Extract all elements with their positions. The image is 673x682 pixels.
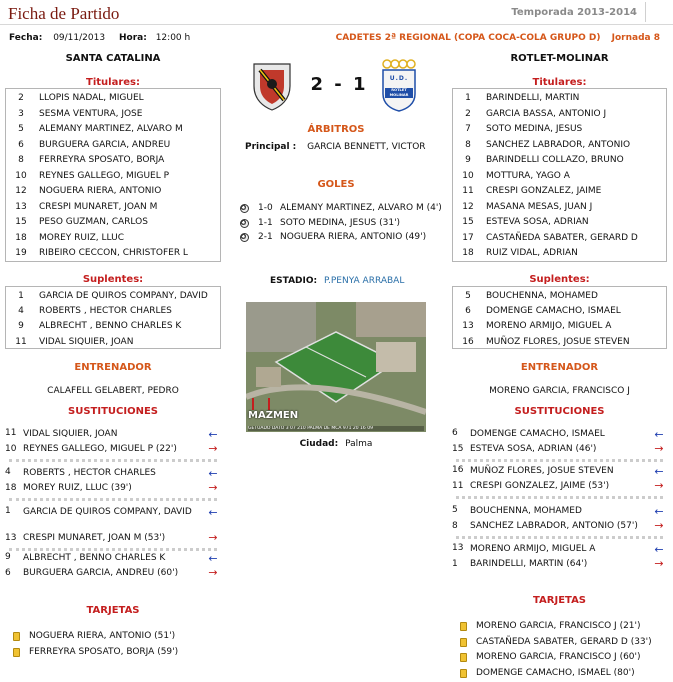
- card-player[interactable]: MORENO GARCIA, FRANCISCO J (21'): [476, 621, 641, 631]
- player-number: 8: [465, 139, 471, 150]
- substitution-in-row[interactable]: [452, 519, 667, 533]
- player-row[interactable]: [6, 246, 220, 262]
- away-substitutions-list: [452, 425, 667, 575]
- away-starters-list: [452, 88, 667, 262]
- home-team-name[interactable]: SANTA CATALINA: [65, 53, 161, 64]
- city-row: [246, 439, 426, 449]
- player-number: 10: [15, 170, 27, 181]
- goal-ball-icon: [240, 233, 249, 242]
- competition-label: [336, 33, 660, 43]
- player-number: 1: [18, 291, 24, 301]
- away-cards-list: [452, 619, 667, 682]
- stadium-label: ESTADIO:: [270, 276, 318, 286]
- card-row[interactable]: [5, 629, 221, 645]
- player-row[interactable]: [453, 335, 666, 351]
- substitution-in-row[interactable]: [5, 481, 221, 495]
- player-name[interactable]: SESMA VENTURA, JOSE: [39, 108, 143, 119]
- referee-row: [245, 142, 426, 152]
- player-row[interactable]: [6, 231, 220, 247]
- player-name[interactable]: VIDAL SIQUIER, JOAN: [39, 336, 134, 347]
- player-name[interactable]: MOTTURA, YAGO A: [486, 170, 570, 181]
- player-number: 12: [462, 201, 474, 212]
- sub-out-name[interactable]: DOMENGE CAMACHO, ISMAEL: [470, 429, 605, 439]
- player-row[interactable]: [453, 138, 666, 154]
- substitution-out-arrow-icon: ←: [208, 506, 218, 519]
- player-name[interactable]: FERREYRA SPOSATO, BORJA: [39, 155, 165, 165]
- sub-in-number: 6: [5, 568, 11, 578]
- player-number: 19: [15, 248, 27, 258]
- away-crest-top-text: U.D.: [389, 75, 409, 82]
- player-number: 6: [18, 139, 24, 150]
- player-row[interactable]: [453, 289, 666, 305]
- sub-in-number: 11: [452, 481, 464, 491]
- yellow-card-icon: [460, 638, 467, 647]
- goal-row: [238, 201, 448, 217]
- sub-in-name[interactable]: BURGUERA GARCIA, ANDREU (60'): [23, 568, 179, 578]
- player-name[interactable]: MORENO ARMIJO, MIGUEL A: [486, 321, 612, 332]
- card-player[interactable]: CASTAÑEDA SABATER, GERARD D (33'): [476, 636, 652, 647]
- photo-logo: [248, 398, 298, 421]
- goal-scorer[interactable]: SOTO MEDINA, JESUS (31'): [280, 217, 401, 228]
- sub-in-number: 10: [5, 444, 17, 454]
- player-name[interactable]: BOUCHENNA, MOHAMED: [486, 291, 598, 301]
- sub-in-number: 15: [452, 444, 464, 454]
- away-crest-bottom-text: ROTLET MOLINAR: [389, 88, 409, 97]
- player-number: 13: [462, 321, 474, 332]
- player-number: 8: [18, 155, 24, 165]
- score-separator: -: [334, 74, 342, 95]
- sub-out-number: 6: [452, 428, 458, 438]
- match-date: [9, 33, 105, 43]
- away-score: 1: [353, 74, 366, 95]
- goal-ball-icon: [240, 219, 249, 228]
- home-substitutions-list: [5, 425, 221, 585]
- player-name[interactable]: RUIZ VIDAL, ADRIAN: [486, 248, 578, 258]
- substitution-out-row[interactable]: [452, 542, 667, 557]
- card-row[interactable]: [452, 635, 667, 651]
- player-row[interactable]: [6, 200, 220, 216]
- card-player[interactable]: DOMENGE CAMACHO, ISMAEL (80'): [476, 667, 635, 678]
- yellow-card-icon: [460, 669, 467, 678]
- card-player[interactable]: MORENO GARCIA, FRANCISCO J (60'): [476, 652, 641, 662]
- player-row[interactable]: [6, 169, 220, 185]
- goal-scorer[interactable]: ALEMANY MARTINEZ, ALVARO M (4'): [280, 203, 442, 213]
- substitution-in-arrow-icon: →: [654, 557, 664, 570]
- player-number: 13: [15, 201, 27, 212]
- substitution-out-row[interactable]: [5, 551, 221, 566]
- home-subs-title: Suplentes:: [82, 274, 144, 285]
- substitution-out-arrow-icon: ←: [654, 428, 664, 441]
- sub-in-number: 1: [452, 559, 458, 569]
- substitution-out-arrow-icon: ←: [208, 552, 218, 565]
- player-row[interactable]: [453, 107, 666, 123]
- time-label: Hora:: [119, 33, 147, 43]
- home-cards-title: TARJETAS: [86, 605, 140, 616]
- substitution-divider: [456, 536, 663, 539]
- player-number: 11: [462, 186, 474, 196]
- player-number: 2: [465, 108, 471, 119]
- home-score: 2: [310, 74, 323, 95]
- player-name[interactable]: BARINDELLI, MARTIN: [486, 93, 580, 103]
- referee-role: Principal :: [245, 142, 297, 152]
- card-row[interactable]: [5, 645, 221, 661]
- away-substitutions-title: SUSTITUCIONES: [514, 406, 605, 417]
- sub-in-name[interactable]: CRESPI GONZALEZ, JAIME (53'): [470, 481, 610, 491]
- player-name[interactable]: SANCHEZ LABRADOR, ANTONIO: [486, 139, 631, 150]
- player-row[interactable]: [6, 215, 220, 231]
- substitution-out-row[interactable]: [5, 427, 221, 442]
- substitution-in-arrow-icon: →: [654, 442, 664, 455]
- substitution-in-row[interactable]: [452, 557, 667, 571]
- player-row[interactable]: [453, 169, 666, 185]
- goal-ball-icon: [240, 204, 249, 213]
- player-number: 18: [462, 248, 474, 258]
- home-subs-list: [5, 286, 221, 349]
- player-name[interactable]: ALEMANY MARTINEZ, ALVARO M: [39, 124, 183, 134]
- goal-score: 1-0: [258, 203, 273, 213]
- player-number: 18: [15, 232, 27, 243]
- sub-out-name[interactable]: MORENO ARMIJO, MIGUEL A: [470, 544, 596, 554]
- goal-row: [238, 216, 448, 232]
- away-cards-title: TARJETAS: [532, 595, 587, 606]
- stadium-photo[interactable]: [246, 302, 426, 432]
- player-number: 17: [462, 232, 474, 243]
- player-row[interactable]: [6, 138, 220, 154]
- page-title: Ficha de Partido: [8, 4, 120, 23]
- player-row[interactable]: [453, 184, 666, 200]
- substitution-in-row[interactable]: [5, 531, 221, 545]
- player-row[interactable]: [453, 200, 666, 216]
- yellow-card-icon: [460, 622, 467, 631]
- player-number: 16: [462, 336, 474, 347]
- goal-row: [238, 230, 448, 246]
- player-number: 6: [465, 306, 471, 317]
- away-coach-name: MORENO GARCIA, FRANCISCO J: [489, 386, 630, 396]
- sub-out-number: 9: [5, 552, 11, 562]
- photo-logo-text: MAZMEN: [248, 410, 299, 421]
- substitution-out-row[interactable]: [5, 466, 221, 481]
- substitution-divider: [456, 459, 663, 462]
- player-name[interactable]: CRESPI MUNARET, JOAN M: [39, 201, 158, 212]
- referees-title: ÁRBITROS: [307, 124, 365, 135]
- home-substitutions-title: SUSTITUCIONES: [68, 406, 158, 417]
- player-name[interactable]: MASANA MESAS, JUAN J: [486, 201, 593, 212]
- player-name[interactable]: REYNES GALLEGO, MIGUEL P: [39, 170, 170, 181]
- sub-out-name[interactable]: MUÑOZ FLORES, JOSUE STEVEN: [470, 466, 614, 476]
- sub-in-number: 13: [5, 533, 17, 543]
- sub-out-name[interactable]: ALBRECHT , BENNO CHARLES K: [23, 553, 166, 563]
- player-name[interactable]: LLOPIS NADAL, MIGUEL: [39, 93, 144, 103]
- player-name[interactable]: GARCIA BASSA, ANTONIO J: [486, 108, 607, 119]
- sub-out-name[interactable]: GARCIA DE QUIROS COMPANY, DAVID: [23, 507, 192, 517]
- player-name[interactable]: GARCIA DE QUIROS COMPANY, DAVID: [39, 291, 208, 301]
- substitution-out-row[interactable]: [452, 427, 667, 442]
- player-number: 10: [462, 170, 474, 181]
- player-name[interactable]: BARINDELLI COLLAZO, BRUNO: [486, 155, 624, 165]
- competition-name: CADETES 2ª REGIONAL (COPA COCA-COLA GRUPO D): [335, 33, 601, 43]
- player-row[interactable]: [453, 91, 666, 107]
- home-crest: [250, 60, 294, 112]
- home-cards-list: [5, 629, 221, 669]
- player-row[interactable]: [6, 107, 220, 123]
- player-name[interactable]: NOGUERA RIERA, ANTONIO: [39, 186, 162, 196]
- player-name[interactable]: ALBRECHT , BENNO CHARLES K: [39, 321, 182, 332]
- sub-out-name[interactable]: VIDAL SIQUIER, JOAN: [23, 429, 118, 439]
- substitution-in-arrow-icon: →: [208, 531, 218, 544]
- player-name[interactable]: SOTO MEDINA, JESUS: [486, 124, 583, 134]
- player-row[interactable]: [6, 91, 220, 107]
- top-right-separator: [645, 2, 646, 22]
- card-player[interactable]: NOGUERA RIERA, ANTONIO (51'): [29, 631, 176, 641]
- substitution-divider: [456, 496, 663, 499]
- home-coach-name: CALAFELL GELABERT, PEDRO: [47, 386, 179, 396]
- substitution-in-row[interactable]: [5, 442, 221, 456]
- player-number: 9: [465, 155, 471, 165]
- player-row[interactable]: [453, 153, 666, 169]
- substitution-in-arrow-icon: →: [208, 566, 218, 579]
- player-row[interactable]: [6, 184, 220, 200]
- player-number: 1: [465, 93, 471, 103]
- player-number: 5: [18, 124, 24, 134]
- player-name[interactable]: PESO GUZMAN, CARLOS: [39, 217, 148, 227]
- away-crest: [380, 58, 418, 112]
- away-team-name[interactable]: ROTLET-MOLINAR: [510, 53, 609, 64]
- goal-score: 1-1: [258, 217, 273, 228]
- player-number: 11: [15, 336, 27, 347]
- sub-out-name[interactable]: ROBERTS , HECTOR CHARLES: [23, 468, 156, 478]
- goals-title: GOLES: [317, 179, 355, 190]
- substitution-in-arrow-icon: →: [208, 442, 218, 455]
- player-number: 15: [462, 217, 474, 227]
- away-subs-title: Suplentes:: [529, 274, 590, 285]
- player-row[interactable]: [6, 335, 220, 351]
- substitution-in-arrow-icon: →: [208, 481, 218, 494]
- player-number: 15: [15, 217, 27, 227]
- stadium-name[interactable]: P.PENYA ARRABAL: [323, 276, 405, 286]
- card-row[interactable]: [452, 619, 667, 635]
- sub-in-name[interactable]: BARINDELLI, MARTIN (64'): [470, 559, 588, 569]
- away-starters-title: Titulares:: [532, 77, 587, 88]
- substitution-out-row[interactable]: [452, 464, 667, 479]
- substitution-divider: [9, 459, 217, 462]
- sub-in-name[interactable]: MOREY RUIZ, LLUC (39'): [23, 483, 132, 493]
- date-value: 09/11/2013: [53, 33, 106, 43]
- substitution-out-row[interactable]: [5, 505, 221, 531]
- header-divider: [0, 24, 673, 25]
- time-value: 12:00 h: [155, 33, 191, 43]
- yellow-card-icon: [460, 653, 467, 662]
- away-subs-list: [452, 286, 667, 349]
- sub-out-number: 16: [452, 465, 464, 475]
- player-name[interactable]: MOREY RUIZ, LLUC: [39, 232, 124, 243]
- score: [305, 74, 371, 95]
- substitution-divider: [9, 498, 217, 501]
- substitution-in-row[interactable]: [452, 479, 667, 493]
- player-number: 4: [18, 306, 24, 317]
- player-row[interactable]: [6, 122, 220, 138]
- sub-out-name[interactable]: BOUCHENNA, MOHAMED: [470, 506, 582, 516]
- city-label: Ciudad:: [299, 439, 339, 449]
- sub-out-number: 13: [452, 543, 464, 553]
- substitution-out-arrow-icon: ←: [208, 428, 218, 441]
- substitution-out-row[interactable]: [452, 504, 667, 519]
- sub-out-number: 5: [452, 505, 458, 515]
- sub-out-number: 1: [5, 506, 11, 516]
- player-row[interactable]: [6, 289, 220, 305]
- player-row[interactable]: [453, 231, 666, 247]
- card-row[interactable]: [452, 666, 667, 682]
- player-number: 7: [465, 124, 471, 134]
- round-label: Jornada 8: [611, 33, 660, 43]
- player-name[interactable]: ROBERTS , HECTOR CHARLES: [39, 306, 172, 317]
- sub-out-number: 4: [5, 467, 11, 477]
- sub-out-number: 11: [5, 428, 17, 438]
- player-row[interactable]: [6, 153, 220, 169]
- home-starters-list: [5, 88, 221, 262]
- sub-in-name[interactable]: CRESPI MUNARET, JOAN M (53'): [23, 533, 166, 543]
- card-row[interactable]: [452, 650, 667, 666]
- player-name[interactable]: RIBEIRO CECCON, CHRISTOFER L: [39, 248, 188, 258]
- sub-in-number: 18: [5, 483, 17, 493]
- photo-caption: GETUADO DATO 3 07 210 PALMA DE MCA 971 20 16 09: [248, 426, 424, 431]
- sub-in-name[interactable]: REYNES GALLEGO, MIGUEL P (22'): [23, 444, 177, 454]
- player-row[interactable]: [453, 122, 666, 138]
- card-player[interactable]: FERREYRA SPOSATO, BORJA (59'): [29, 646, 179, 657]
- player-row[interactable]: [6, 319, 220, 335]
- season-label: Temporada 2013-2014: [511, 7, 637, 18]
- player-number: 2: [18, 93, 24, 103]
- substitution-in-arrow-icon: →: [654, 479, 664, 492]
- home-coach-title: ENTRENADOR: [74, 362, 152, 373]
- player-row[interactable]: [453, 319, 666, 335]
- player-row[interactable]: [453, 246, 666, 262]
- goal-score: 2-1: [258, 232, 273, 242]
- stadium-row: [270, 276, 404, 286]
- home-starters-title: Titulares:: [86, 77, 140, 88]
- substitution-in-arrow-icon: →: [654, 519, 664, 532]
- match-time: [119, 33, 190, 43]
- player-row[interactable]: [6, 304, 220, 320]
- substitution-out-arrow-icon: ←: [654, 465, 664, 478]
- sub-in-name[interactable]: ESTEVA SOSA, ADRIAN (46'): [470, 444, 597, 454]
- yellow-card-icon: [13, 648, 20, 657]
- player-name[interactable]: MUÑOZ FLORES, JOSUE STEVEN: [486, 336, 630, 347]
- player-row[interactable]: [453, 304, 666, 320]
- player-row[interactable]: [453, 215, 666, 231]
- goal-scorer[interactable]: NOGUERA RIERA, ANTONIO (49'): [280, 232, 427, 242]
- player-name[interactable]: CRESPI GONZALEZ, JAIME: [486, 186, 602, 196]
- player-name[interactable]: CASTAÑEDA SABATER, GERARD D: [486, 232, 638, 243]
- substitution-out-arrow-icon: ←: [654, 543, 664, 556]
- player-name[interactable]: DOMENGE CAMACHO, ISMAEL: [486, 306, 621, 317]
- date-label: Fecha:: [9, 33, 43, 43]
- away-coach-title: ENTRENADOR: [520, 362, 599, 373]
- player-name[interactable]: ESTEVA SOSA, ADRIAN: [486, 217, 589, 227]
- sub-in-name[interactable]: SANCHEZ LABRADOR, ANTONIO (57'): [470, 521, 638, 531]
- sub-in-number: 8: [452, 521, 458, 531]
- substitution-in-row[interactable]: [452, 442, 667, 456]
- photo-logo-icon: [252, 398, 270, 410]
- substitution-out-arrow-icon: ←: [654, 505, 664, 518]
- player-number: 12: [15, 186, 27, 196]
- referee-name[interactable]: GARCIA BENNETT, VICTOR: [307, 142, 426, 152]
- player-name[interactable]: BURGUERA GARCIA, ANDREU: [39, 139, 171, 150]
- city-value: Palma: [345, 439, 373, 449]
- goals-list: [238, 201, 448, 247]
- player-number: 9: [18, 321, 24, 332]
- substitution-out-arrow-icon: ←: [208, 467, 218, 480]
- player-number: 5: [465, 291, 471, 301]
- player-number: 3: [18, 108, 24, 119]
- yellow-card-icon: [13, 632, 20, 641]
- substitution-in-row[interactable]: [5, 566, 221, 580]
